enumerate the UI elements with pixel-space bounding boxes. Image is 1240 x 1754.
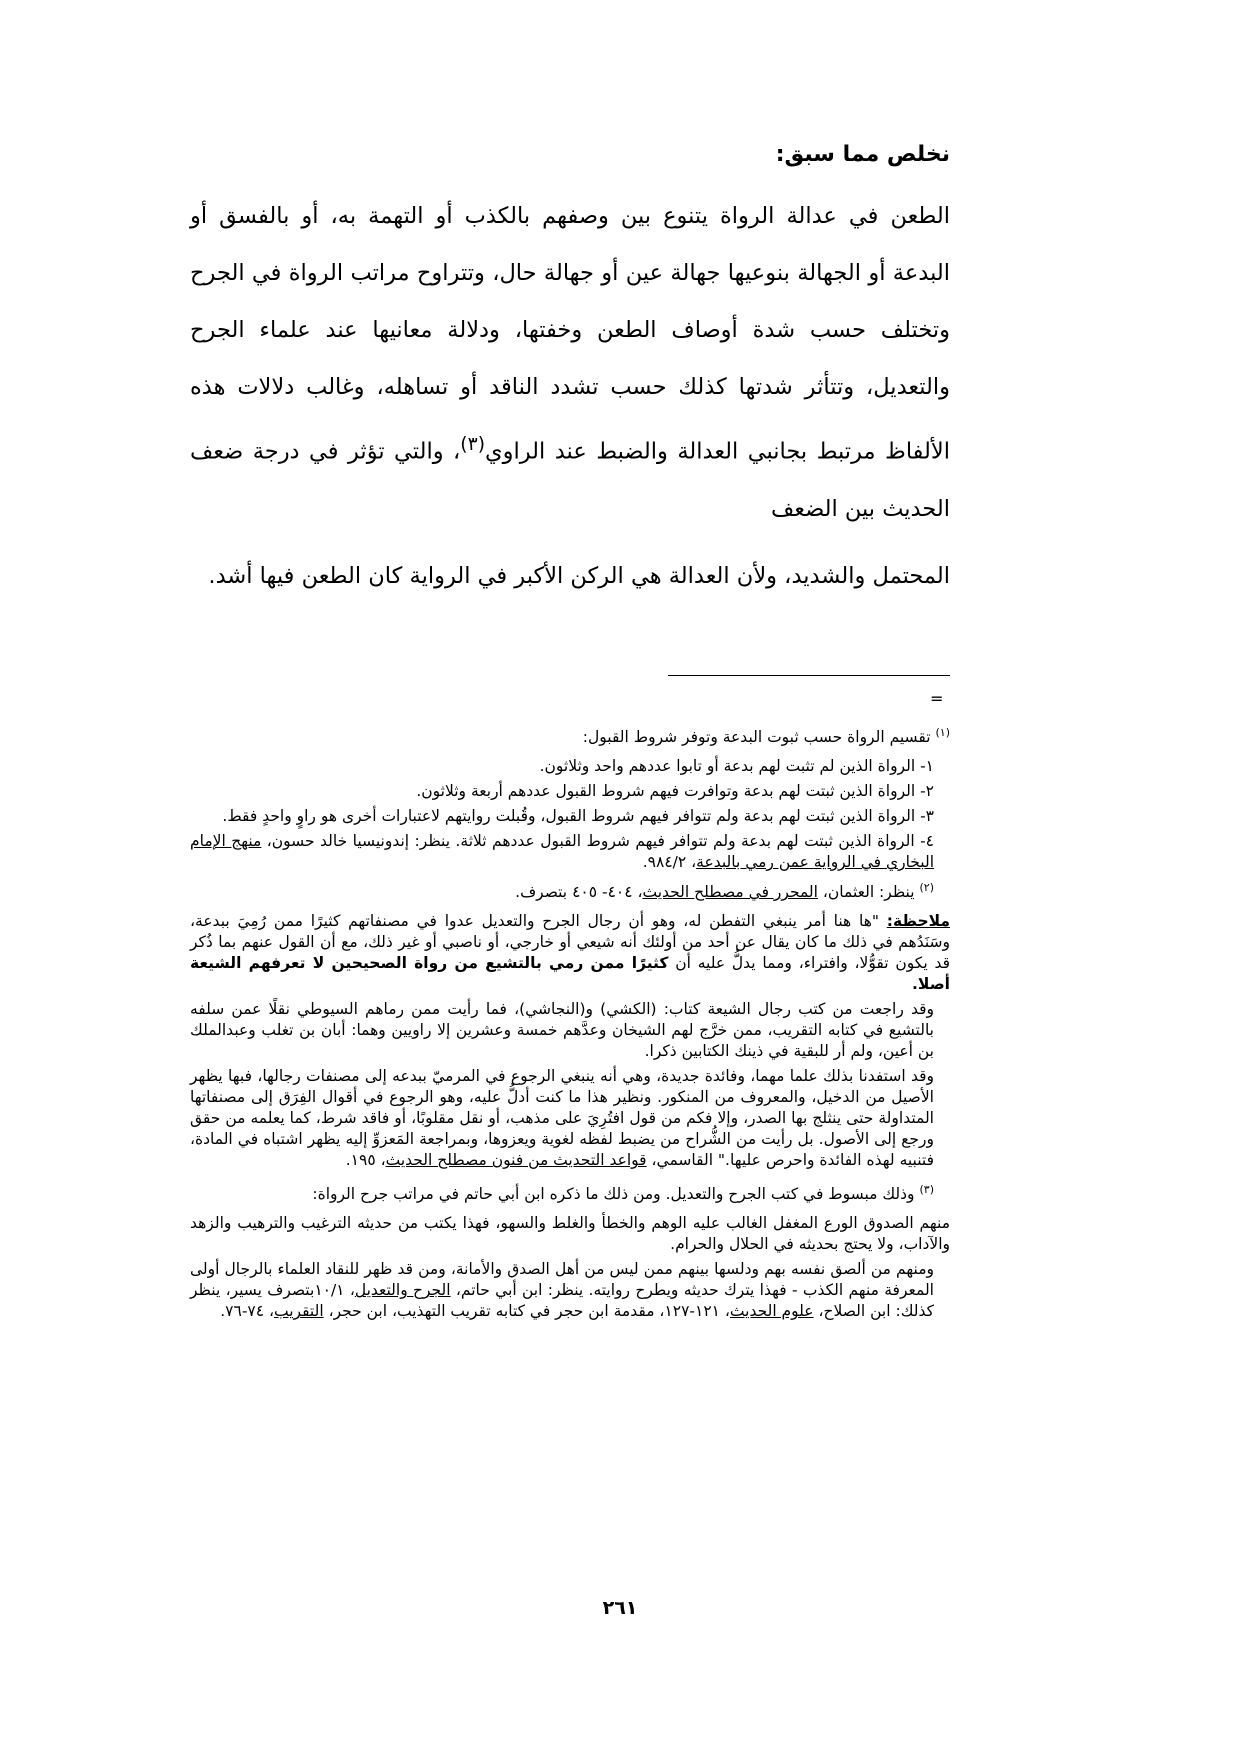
footnote-1-marker: (١)	[935, 726, 950, 739]
footnote-1-item-1: ١- الرواة الذين لم تثبت لهم بدعة أو تابوا عددهم واحد وثلاثون.	[539, 757, 934, 776]
footnote-3-marker: (٣)	[919, 1183, 934, 1197]
main-paragraph	[190, 188, 950, 538]
book-title: الجرح والتعديل	[354, 1281, 451, 1300]
footnote-2	[190, 877, 950, 903]
main-paragraph-text: الطعن في عدالة الرواة يتنوع بين وصفهم بالكذب أو التهمة به، أو بالفسق أو البدعة أو الجهالة بنوعيها جهالة عين أو جهالة حال، وتتراوح مراتب الرواة في الجرح وتختلف حسب شدة أوصاف الطعن وخفتها، ودلالة معانيها عند علماء الجرح والتعديل، وتتأثر شدتها كذلك حسب تشدد الناقد أو تساهله، وغالب دلالات هذه الألفاظ مرتبط بجانبي العدالة والضبط عند الراوي	[190, 203, 950, 465]
book-title: قواعد التحديث من فنون مصطلح الحديث	[385, 1151, 647, 1170]
footnote-1-item-3: ٣- الرواة الذين ثبتت لهم بدعة ولم تتوافر فيهم شروط القبول، وقُبلت روايتهم لاعتبارات أخرى هو راوٍ واحدٍ فقط.	[222, 807, 934, 826]
book-title: التقريب	[274, 1302, 324, 1321]
footnote-3-paragraph-1: منهم الصدوق الورع المغفل الغالب عليه الوهم والخطأ والغلط والسهو، فهذا يكتب من حديثه الترغيب والترهيب والزهد والآداب، ولا يحتج بحديثه في الحلال والحرام.	[190, 1214, 950, 1254]
footnote-2-text: ينظر: العثمان،	[817, 883, 915, 902]
footnote-ref-3[interactable]: (٣)	[460, 434, 486, 455]
continuation-mark: =	[930, 689, 944, 708]
remark-ref: ، ١٩٥.	[345, 1151, 386, 1170]
main-paragraph-text-end: ، والتي تؤثر في درجة ضعف الحديث بين الضعف	[190, 438, 950, 522]
footnotes	[190, 722, 950, 1326]
footnote-3-intro	[190, 1179, 950, 1205]
remark-label: ملاحظة:	[886, 912, 950, 931]
footnote-3-paragraph-2	[190, 1259, 950, 1322]
remark-paragraph-2: وقد راجعت من كتب رجال الشيعة كتاب: (الكشي) و(النجاشي)، فما رأيت ممن رماهم السيوطي نقلًا عمن سلفه بالتشيع في كتابه التقريب، ممن خرَّج لهم الشيخان وعدَّهم خمسة وعشرين إلا راويين وهما: أبان بن تغلب وعبدالملك بن أعين، ولم أر للبقية في ذينك الكتابين ذكرا.	[190, 1000, 934, 1061]
footnote-2-ref: ، ٤٠٤- ٤٠٥ بتصرف.	[515, 883, 643, 902]
remark-text: "ها هنا أمر ينبغي التفطن له، وهو أن رجال الجرح والتعديل عدوا في مصنفاتهم كثيرًا ممن رُمِيَ ببدعة، وسَنَدُهم في ذلك ما كان يقال عن أحد من أولئك أنه شيعي أو خارجي، أو ناصبي أو غير ذلك، مع أن القول عنهم بما ذُكر قد يكون تقوُّلا، وافتراء، ومما يدلُّ عليه أن	[190, 912, 950, 973]
remark-paragraph-3	[190, 1066, 950, 1171]
footnote-1-intro-text: تقسيم الرواة حسب ثبوت البدعة وتوفر شروط القبول:	[582, 728, 931, 747]
page-number: ٢٦١	[602, 1597, 638, 1619]
book-title: المحرر في مصطلح الحديث	[642, 883, 818, 902]
main-paragraph-last: المحتمل والشديد، ولأن العدالة هي الركن الأكبر في الرواية كان الطعن فيها أشد.	[208, 562, 950, 589]
book-title: علوم الحديث	[729, 1302, 814, 1321]
footnote-2-marker: (٢)	[919, 881, 934, 895]
footnote-3-text-b: ، ١٠/١بتصرف يسير، ينظر كذلك: ابن الصلاح،	[190, 1281, 934, 1321]
footnote-1-item-4-ref: ، ٩٨٤/٢.	[642, 853, 697, 872]
remark-paragraph-3-text: وقد استفدنا بذلك علما مهما، وفائدة جديدة، وهي أنه ينبغي الرجوع في المرميّ ببدعه إلى مصنفات رجالها، فبها يظهر الأصيل من الدخيل، والمعروف من المنكور. ونظير هذا ما كنت أدلُّ عليه، وهو الرجوع في أقوال الفِرَق إلى مصنفاتها المتداولة حتى ينثلج بها الصدر، وإلا فكم من قول افتُرِيَ على مذهب، أو نقل مقلوبًا، أو فاقد شرط، كما يعلمه من حقق ورجع إلى الأصول. بل رأيت من الشُّراح من يضبط لفظه لغوية ويعزوها، وبمراجعة المَعزوِّ إليه يظهر اشتباه في المادة، فتنبيه لهذه الفائدة واحرص عليها." القاسمي،	[190, 1067, 934, 1170]
section-heading: نخلص مما سبق:	[775, 142, 950, 167]
footnote-3-text-a: ومنهم من ألصق نفسه بهم ودلسها بينهم ممن ليس من أهل الصدق والأمانة، ومن قد ظهر للنقاد العلماء بالرجال أولى المعرفة منهم الكذب - فهذا يترك حديثه ويطرح روايته. ينظر: ابن أبي حاتم،	[190, 1260, 934, 1300]
footnote-3-text-c: ، ١٢١-١٢٧، مقدمة ابن حجر في كتابه تقريب التهذيب، ابن حجر،	[323, 1302, 730, 1321]
footnote-1-item-4	[190, 831, 950, 873]
remark-bold-text: كثيرًا ممن رمي بالتشيع من رواة الصحيحين لا تعرفهم الشيعة أصلا.	[190, 954, 950, 994]
footnote-separator	[668, 675, 950, 676]
remark-paragraph	[190, 911, 950, 995]
footnote-1-item-2: ٢- الرواة الذين ثبتت لهم بدعة وتوافرت فيهم شروط القبول عددهم أربعة وثلاثون.	[416, 782, 934, 801]
footnote-1-intro	[190, 722, 950, 748]
main-text	[190, 188, 950, 605]
footnote-3-intro-text: وذلك مبسوط في كتب الجرح والتعديل. ومن ذلك ما ذكره ابن أبي حاتم في مراتب جرح الرواة:	[312, 1185, 915, 1204]
footnote-1-item-4-text: ٤- الرواة الذين ثبتت لهم بدعة ولم تتوافر فيهم شروط القبول عددهم ثلاثة. ينظر: إندونيسيا خالد حسون،	[261, 832, 934, 851]
footnote-3-text-d: ، ٧٤-٧٦.	[220, 1302, 274, 1321]
book-title: منهج الإمام البخاري في الرواية عمن رمي بالبدعة	[190, 832, 934, 872]
